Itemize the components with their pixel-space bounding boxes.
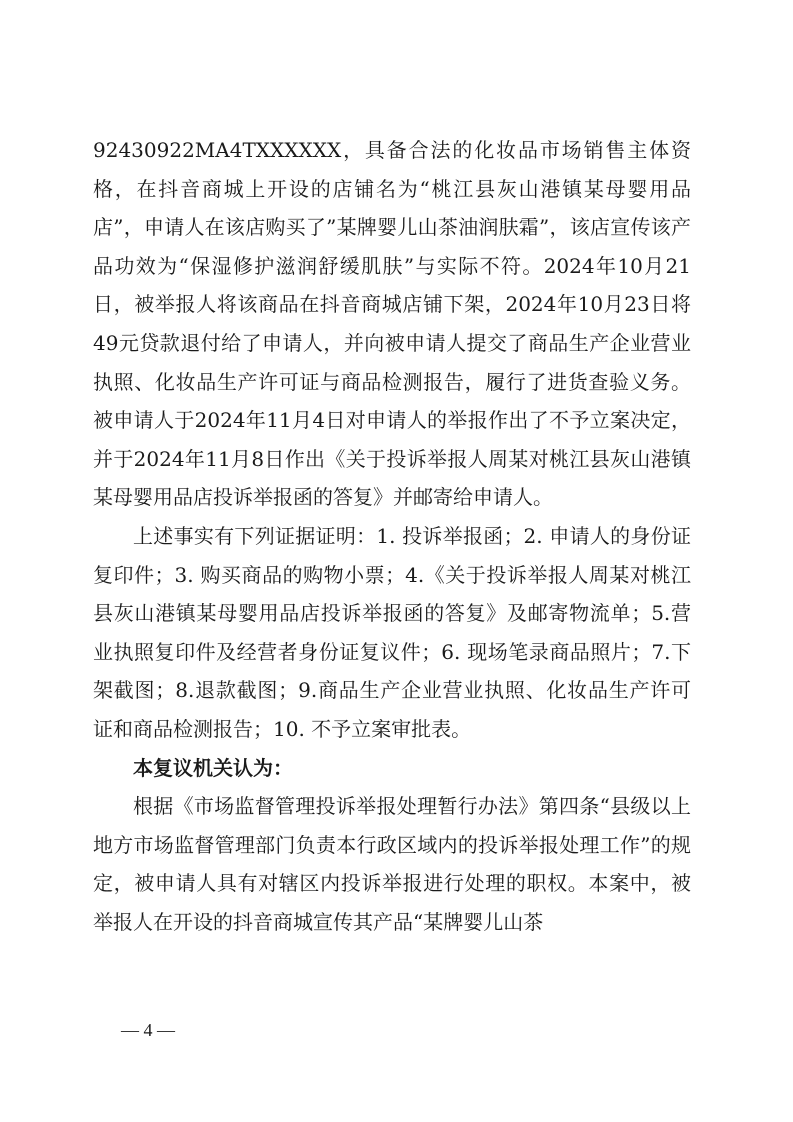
document-body (93, 131, 691, 941)
section-heading: 本复议机关认为： (133, 755, 293, 780)
page-number: — 4 — (121, 1020, 175, 1040)
paragraph-reasoning: 根据《市场监督管理投诉举报处理暂行办法》第四条“县级以上地方市场监督管理部门负责本行政区域内的投诉举报处理工作”的规定，被申请人具有对辖区内投诉举报进行处理的职权。本案中，被举报人在开设的抖音商城宣传其产品“某牌婴儿山茶 (93, 794, 691, 934)
paragraph-evidence: 上述事实有下列证据证明：1. 投诉举报函；2. 申请人的身份证复印件；3. 购买商品的购物小票；4.《关于投诉举报人周某对桃江县灰山港镇某母婴用品店投诉举报函的答复》及邮寄物流单；5.营业执照复印件及经营者身份证复议件；6. 现场笔录商品照片；7.下架截图；8.退款截图；9.商品生产企业营业执照、化妆品生产许可证和商品检测报告；10. 不予立案审批表。 (93, 523, 691, 741)
paragraph-facts: 92430922MA4TXXXXXX，具备合法的化妆品市场销售主体资格，在抖音商城上开设的店铺名为“桃江县灰山港镇某母婴用品店”，申请人在该店购买了”某牌婴儿山茶油润肤霜”，该店宣传该产品功效为“保湿修护滋润舒缓肌肤”与实际不符。2024年10月21日，被举报人将该商品在抖音商城店铺下架，2024年10月23日将49元贷款退付给了申请人，并向被申请人提交了商品生产企业营业执照、化妆品生产许可证与商品检测报告，履行了进货查验义务。被申请人于2024年11月4日对申请人的举报作出了不予立案决定，并于2024年11月8日作出《关于投诉举报人周某对桃江县灰山港镇某母婴用品店投诉举报函的答复》并邮寄给申请人。 (93, 138, 691, 510)
